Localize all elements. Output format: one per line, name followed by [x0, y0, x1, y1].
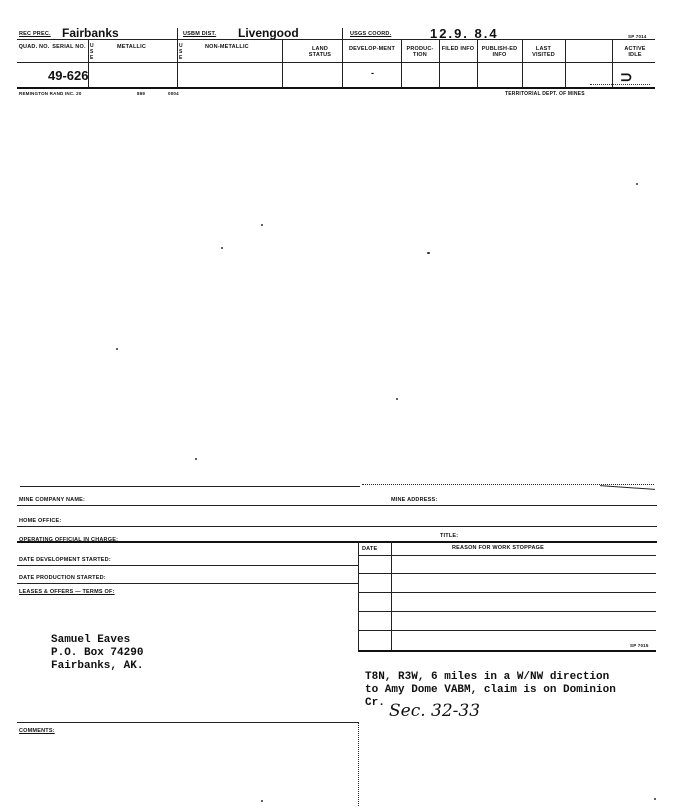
row-rule [17, 505, 657, 506]
owner-line: Samuel Eaves [51, 634, 131, 646]
active-idle-mark: ⊃ [620, 69, 633, 86]
table-divider [358, 541, 359, 651]
header-use-1: U S E [90, 43, 94, 61]
header-published-info: PUBLISH-ED INFO [481, 46, 518, 58]
date-development-label: DATE DEVELOPMENT STARTED: [19, 557, 111, 563]
row-rule [17, 722, 358, 723]
row-rule [358, 611, 656, 612]
col-divider [612, 39, 613, 87]
footer-code-2: 0004 [168, 91, 179, 96]
col-divider [282, 39, 283, 87]
rec-prec-value: Fairbanks [62, 26, 119, 40]
title-label: TITLE: [440, 533, 459, 539]
footer-right: TERRITORIAL DEPT. OF MINES [505, 91, 585, 97]
header-last-visited: LAST VISITED [532, 46, 555, 58]
usbm-dist-value: Livengood [238, 26, 299, 40]
active-idle-scribble [590, 84, 650, 85]
row-rule [17, 541, 657, 543]
top-card-rule-1 [17, 39, 655, 40]
mine-company-name-label: MINE COMPANY NAME: [19, 497, 86, 503]
col-divider [477, 39, 478, 87]
col-divider [342, 28, 343, 87]
col-divider [439, 39, 440, 87]
header-serial-no: SERIAL NO. [52, 44, 86, 50]
row-rule [358, 630, 656, 631]
location-line: to Amy Dome VABM, claim is on Dominion [365, 684, 616, 696]
row-rule [358, 650, 656, 652]
card-top-edge [20, 486, 360, 487]
header-metallic: METALLIC [117, 44, 146, 50]
row-rule [358, 573, 656, 574]
scan-speck [654, 798, 656, 800]
bottom-form-code: SP 7015 [630, 643, 649, 648]
col-divider [401, 39, 402, 87]
scan-speck [261, 224, 263, 226]
header-production: PRODUC-TION [406, 46, 434, 58]
reason-header: REASON FOR WORK STOPPAGE [452, 545, 544, 551]
top-form-code: SP 7014 [628, 34, 647, 39]
header-active-idle: ACTIVE IDLE [624, 46, 646, 58]
col-divider [565, 39, 566, 87]
leases-label: LEASES & OFFERS — TERMS OF: [19, 589, 115, 595]
scan-speck [261, 800, 263, 802]
usbm-dist-label: USBM DIST. [183, 31, 217, 37]
development-value: - [371, 68, 374, 78]
row-rule [17, 583, 358, 584]
scan-speck [427, 252, 430, 254]
usgs-coord-value: 12.9. 8.4 [430, 26, 499, 41]
location-line: T8N, R3W, 6 miles in a W/NW direction [365, 671, 610, 683]
footer-left: REMINGTON RAND INC. 20 [19, 91, 82, 96]
usgs-coord-label: USGS COORD. [350, 31, 392, 37]
date-header: DATE [362, 546, 378, 552]
row-rule [17, 526, 657, 527]
header-quad-no: QUAD. NO. [18, 44, 50, 50]
scan-speck [195, 458, 197, 460]
owner-line: Fairbanks, AK. [51, 660, 144, 672]
operating-official-label: OPERATING OFFICIAL IN CHARGE: [19, 537, 119, 543]
top-card-rule-3 [17, 87, 655, 89]
row-rule [358, 555, 656, 556]
footer-code-1: 869 [137, 91, 146, 96]
comments-divider [358, 722, 359, 806]
owner-line: P.O. Box 74290 [51, 647, 144, 659]
scan-speck [636, 183, 638, 185]
header-filed-info: FILED INFO [441, 46, 475, 52]
section-note: Sec. 32-33 [389, 701, 481, 721]
col-divider [177, 28, 178, 87]
card-top-edge [600, 485, 655, 490]
scan-speck [116, 348, 118, 350]
table-divider [391, 541, 392, 651]
scan-speck [396, 398, 398, 400]
scan-speck [221, 247, 223, 249]
rec-prec-label: REC PREC. [19, 31, 51, 37]
quad-serial-value: 49-626 [48, 68, 89, 83]
mine-address-label: MINE ADDRESS: [391, 497, 438, 503]
comments-label: COMMENTS: [19, 728, 55, 734]
row-rule [358, 592, 656, 593]
location-line: Cr. [365, 697, 385, 709]
top-card-rule-2 [17, 62, 655, 63]
header-land-status: LAND STATUS [308, 46, 332, 58]
header-non-metallic: NON-METALLIC [205, 44, 249, 50]
header-use-2: U S E [179, 43, 183, 61]
date-production-label: DATE PRODUCTION STARTED: [19, 575, 106, 581]
header-development: DEVELOP-MENT [348, 46, 396, 52]
home-office-label: HOME OFFICE: [19, 518, 62, 524]
row-rule [17, 565, 358, 566]
col-divider [522, 39, 523, 87]
